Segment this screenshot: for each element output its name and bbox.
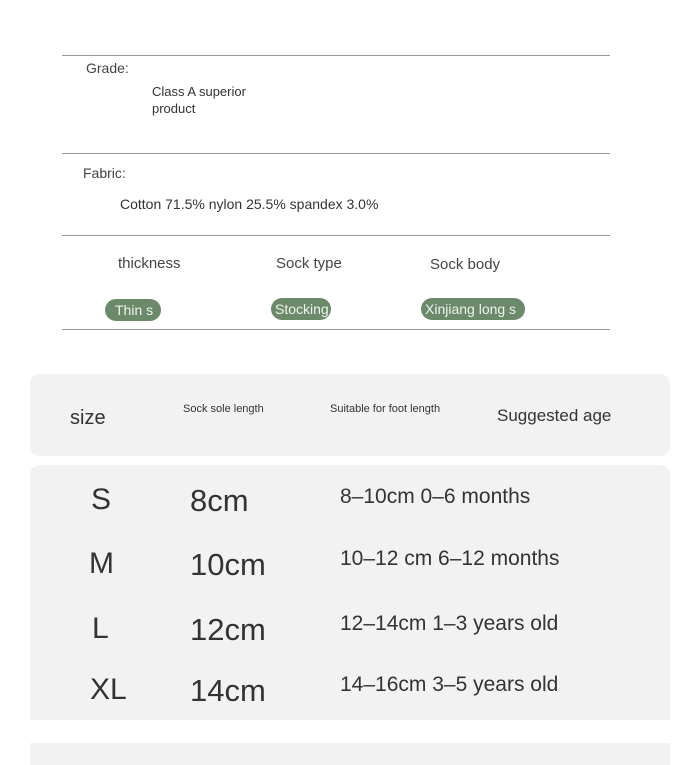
grade-value-line2: product [152,101,196,116]
row-m-sole: 10cm [190,547,266,582]
divider-grade [62,153,610,154]
divider-fabric [62,235,610,236]
grade-value-line1: Class A superior [152,84,246,99]
attr-label-thickness: thickness [118,255,181,272]
row-s-desc: 8–10cm 0–6 months [340,485,531,508]
header-foot-length: Suitable for foot length [330,403,441,415]
row-l-size: L [92,612,109,645]
row-xl-size: XL [90,673,127,706]
row-m-desc: 10–12 cm 6–12 months [340,547,560,570]
header-size: size [70,407,106,429]
divider-top [62,55,610,56]
fabric-label: Fabric: [83,165,126,181]
row-s-size: S [91,483,112,516]
attr-label-sock-type: Sock type [276,255,342,272]
header-sole-length: Sock sole length [183,403,264,415]
divider-bottom [62,329,610,330]
row-l-sole: 12cm [190,612,266,647]
fabric-value: Cotton 71.5% nylon 25.5% spandex 3.0% [120,196,379,212]
row-xl-sole: 14cm [190,673,266,708]
row-m-size: M [89,547,114,580]
attr-value-thickness: Thin s [105,299,161,321]
header-age: Suggested age [497,406,612,425]
row-xl-desc: 14–16cm 3–5 years old [340,673,559,696]
attr-value-sock-type: Stocking [271,298,331,320]
attr-label-sock-body: Sock body [430,256,501,273]
row-s-sole: 8cm [190,483,249,518]
attr-value-sock-body: Xinjiang long s [421,298,525,320]
size-table-header [30,374,670,456]
bottom-margin [0,720,693,743]
grade-label: Grade: [86,60,129,76]
row-l-desc: 12–14cm 1–3 years old [340,612,559,635]
